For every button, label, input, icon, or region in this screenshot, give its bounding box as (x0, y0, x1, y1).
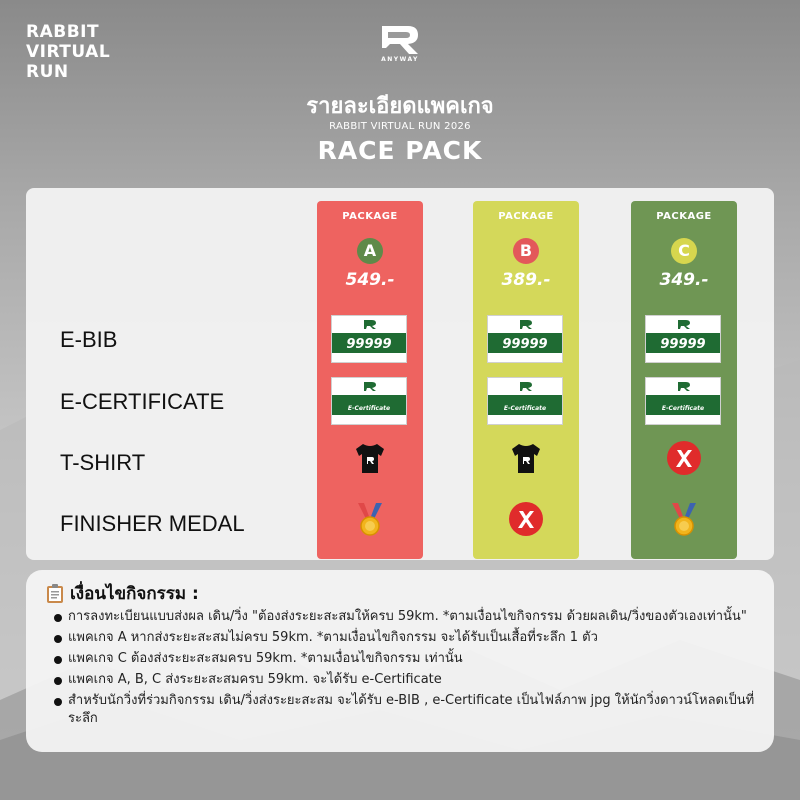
bullet-icon (54, 698, 62, 706)
package-price: 389.- (501, 270, 551, 290)
ebib-image (645, 315, 721, 363)
ecertificate-image (487, 377, 563, 425)
r-logo-icon (363, 319, 377, 330)
r-logo-icon (677, 381, 691, 392)
r-logo-icon (519, 381, 533, 392)
list-item (54, 692, 764, 728)
condition-text: การลงทะเบียนแบบส่งผล เดิน/วิ่ง "ต้องส่งระยะสะสมให้ครบ 59km. *ตามเงื่อนไขกิจกรรม ด้วยผลเดิน/วิ่งของตัวเองเท่านั้น" (68, 609, 747, 624)
clipboard-icon (46, 584, 64, 604)
bullet-icon (54, 677, 62, 685)
ebib-image (487, 315, 563, 363)
conditions-list (54, 608, 764, 731)
bullet-icon (54, 635, 62, 643)
package-column-c (631, 201, 737, 559)
package-letter: C (671, 238, 697, 264)
ecertificate-image (331, 377, 407, 425)
brand-line: RABBIT (26, 22, 100, 42)
bib-number: 99999 (660, 337, 706, 352)
condition-text: แพคเกจ C ต้องส่งระยะสะสมครบ 59km. *ตามเงื่อนไขกิจกรรม เท่านั้น (68, 651, 463, 666)
package-column-b (473, 201, 579, 559)
list-item (54, 629, 764, 647)
package-letter: A (357, 238, 383, 264)
row-label-ecertificate: E-CERTIFICATE (60, 389, 225, 414)
page-subtitle: RABBIT VIRTUAL RUN 2026 (329, 121, 471, 132)
page-title-thai: รายละเอียดแพคเกจ (306, 94, 494, 119)
conditions-heading (46, 580, 199, 607)
red-x-icon (508, 501, 544, 537)
brand-line: VIRTUAL (26, 42, 111, 62)
list-item (54, 650, 764, 668)
bib-number: 99999 (346, 337, 392, 352)
package-label: PACKAGE (656, 211, 712, 222)
r-logo-icon (363, 381, 377, 392)
package-price: 349.- (659, 270, 709, 290)
r-logo-icon (519, 319, 533, 330)
medal-icon (352, 501, 388, 537)
certificate-text: E-Certificate (661, 405, 705, 412)
condition-text: แพคเกจ A หากส่งระยะสะสมไม่ครบ 59km. *ตามเงื่อนไขกิจกรรม จะได้รับเป็นเสื้อที่ระลึก 1 ตัว (68, 630, 598, 645)
tshirt-icon (352, 440, 388, 476)
package-label: PACKAGE (498, 211, 554, 222)
ebib-image (331, 315, 407, 363)
brand-wordmark (26, 22, 110, 82)
bullet-icon (54, 614, 62, 622)
conditions-panel (26, 570, 774, 752)
package-label: PACKAGE (342, 211, 398, 222)
tshirt-icon (508, 440, 544, 476)
package-price: 549.- (345, 270, 395, 290)
condition-text: สำหรับนักวิ่งที่ร่วมกิจกรรม เดิน/วิ่งส่งระยะสะสม จะได้รับ e-BIB , e-Certificate เป็นไฟล์ภาพ jpg ให้นักวิ่งดาวน์โหลดเป็นที่ระลึก (68, 693, 755, 726)
package-letter: B (513, 238, 539, 264)
red-x-icon (666, 440, 702, 476)
certificate-text: E-Certificate (503, 405, 547, 412)
certificate-text: E-Certificate (347, 405, 391, 412)
package-table (26, 188, 774, 560)
row-label-tshirt: T-SHIRT (60, 450, 146, 475)
condition-text: แพคเกจ A, B, C ส่งระยะสะสมครบ 59km. จะได้รับ e-Certificate (68, 672, 442, 687)
ecertificate-image (645, 377, 721, 425)
conditions-title: เงื่อนไขกิจกรรม : (70, 584, 199, 604)
medal-icon (666, 501, 702, 537)
r-logo-icon (677, 319, 691, 330)
brand-line: RUN (26, 62, 69, 82)
bullet-icon (54, 656, 62, 664)
bib-number: 99999 (502, 337, 548, 352)
logo-subtext: ANYWAY (381, 56, 419, 63)
list-item (54, 608, 764, 626)
package-column-a (317, 201, 423, 559)
row-label-ebib: E-BIB (60, 327, 118, 352)
list-item (54, 671, 764, 689)
page-title: RACE PACK (317, 136, 483, 165)
row-label-medal: FINISHER MEDAL (60, 511, 245, 536)
